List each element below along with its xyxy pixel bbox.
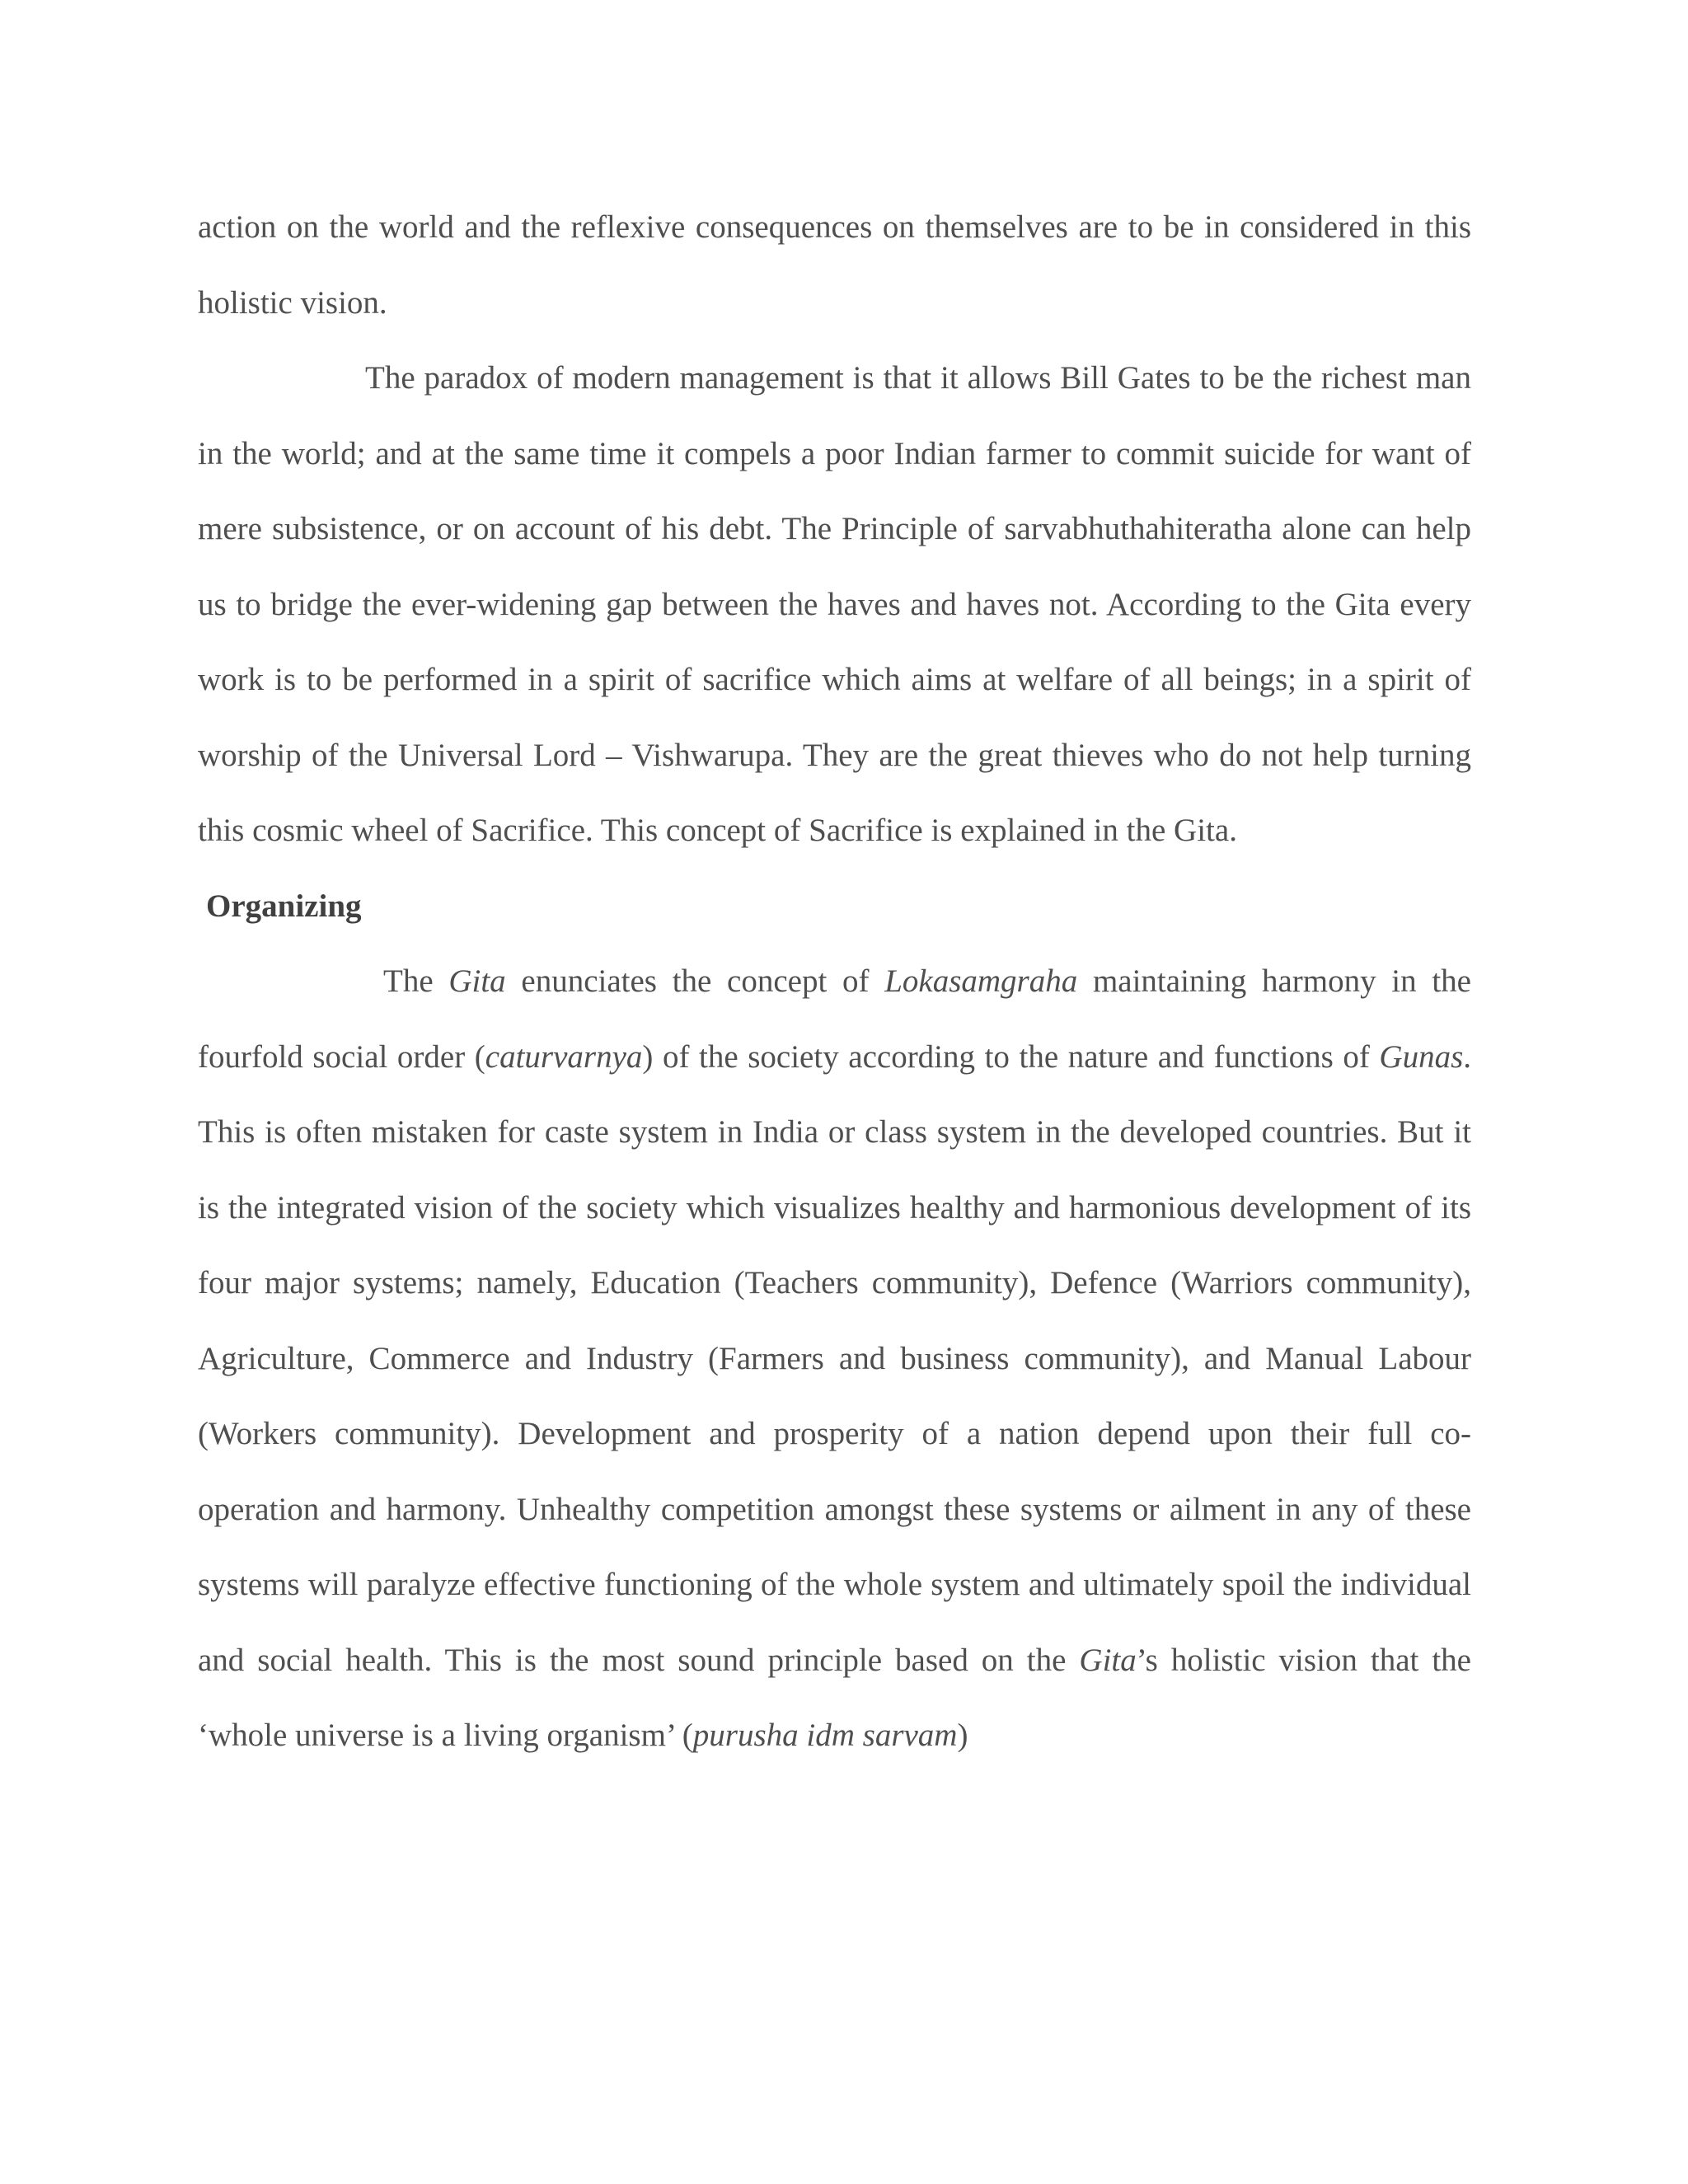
text-segment: ’s holistic vision that the ‘whole universe is a living organism’ ( <box>198 1642 1471 1753</box>
italic-term-gunas: Gunas <box>1379 1038 1464 1075</box>
paragraph-continuation: action on the world and the reflexive consequences on themselves are to be in considered in this holistic vision. <box>198 209 1471 321</box>
text-segment: The <box>383 963 449 999</box>
italic-term-lokasamgraha: Lokasamgraha <box>884 963 1078 999</box>
text-segment: maintaining harmony in the fourfold social order ( <box>198 963 1471 1075</box>
paragraph-paradox-of-management: The paradox of modern management is that it allows Bill Gates to be the richest man in the world; and at the same time it compels a poor Indian farmer to commit suicide for want of mere subsistence, or on account of his debt. The Principle of sarvabhuthahiteratha alone can help us to bridge the ever-widening gap between the haves and haves not. According to the Gita every work is to be performed in a spirit of sacrifice which aims at welfare of all beings; in a spirit of worship of the Universal Lord – Vishwarupa. They are the great thieves who do not help turning this cosmic wheel of Sacrifice. This concept of Sacrifice is explained in the Gita. <box>198 360 1471 848</box>
text-segment: ) of the society according to the nature and functions of <box>642 1038 1380 1075</box>
text-segment: . This is often mistaken for caste system in India or class system in the developed countries. But it is the integrated vision of the society which visualizes healthy and harmonious development of its four major systems; namely, Education (Teachers community), Defence (Warriors community), Agriculture, Commerce and Industry (Farmers and business community), and Manual Labour (Workers community). Development and prosperity of a nation depend upon their full co-operation and harmony. Unhealthy competition amongst these systems or ailment in any of these systems will paralyze effective functioning of the whole system and ultimately spoil the individual and social health. This is the most sound principle based on the <box>198 1038 1471 1678</box>
italic-term-gita: Gita <box>1079 1642 1137 1678</box>
paragraph-lokasamgraha <box>198 944 1471 1774</box>
italic-term-caturvarnya: caturvarnya <box>485 1038 643 1075</box>
italic-term-gita: Gita <box>448 963 506 999</box>
text-segment: ) <box>957 1718 968 1753</box>
section-heading-organizing: Organizing <box>206 888 362 924</box>
italic-term-purusha-idm-sarvam: purusha idm sarvam <box>692 1718 958 1753</box>
document-body <box>198 190 1471 1774</box>
text-segment: enunciates the concept of <box>505 963 885 999</box>
